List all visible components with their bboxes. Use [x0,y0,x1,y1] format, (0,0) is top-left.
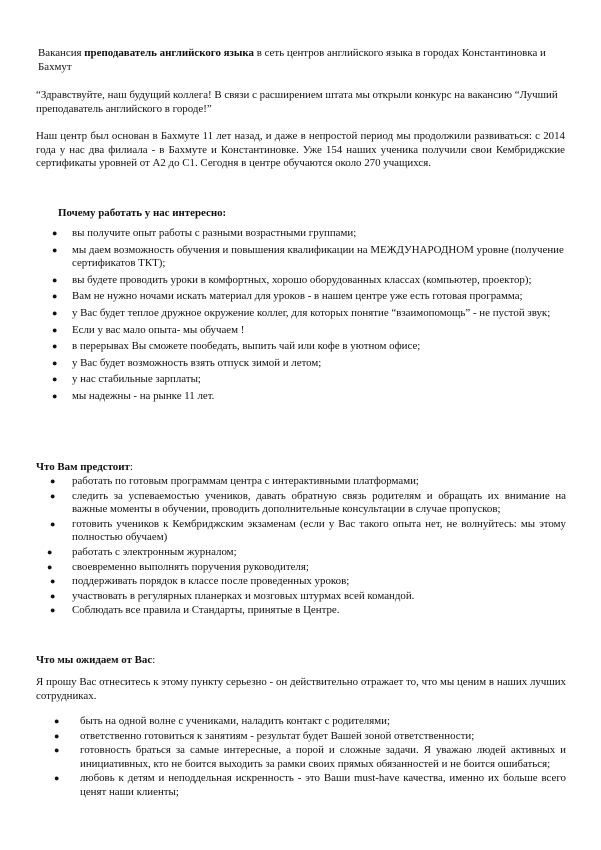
list-item-text: в перерывах Вы сможете пообедать, выпить чай или кофе в уютном офисе; [72,340,421,353]
why-heading: Почему работать у нас интересно: [58,207,227,219]
bullet-icon: ● [50,605,56,616]
bullet-icon: ● [47,546,53,557]
bullet-icon: ● [52,244,58,255]
expect-intro: Я прошу Вас отнеситесь к этому пункту серьезно - он действительно отражает то, что мы ценим в наших лучших сотрудниках. [36,676,566,702]
list-item-text: работать по готовым программам центра с интерактивными платформами; [72,475,419,487]
list-item-text: у Вас будет возможность взять отпуск зимой и летом; [72,356,322,369]
list-item [50,575,566,589]
list-item [50,589,566,604]
list-item [52,273,566,288]
list-item [50,517,566,545]
list-item [52,323,566,338]
list-item-text: Если у вас мало опыта- мы обучаем ! [72,323,245,336]
list-item-text: ответственно готовиться к занятиям - результат будет Вашей зоной ответственности; [80,729,475,742]
bullet-icon: ● [54,716,60,726]
list-item-text: готовность браться за самые интересные, а порой и сложные задачи. Я уважаю людей активных и инициативных, кто не боится выходить за рамки своих прямых обязанностей и не боится ошибаться; [80,744,566,770]
vacancy-title: Вакансия преподаватель английского языка в сеть центров английского языка в городах Константиновка и Бахмут [38,47,546,73]
tasks-heading: Что Вам предстоит: [36,461,133,473]
bullet-icon: ● [52,324,58,335]
list-item [52,243,566,271]
bullet-icon: ● [50,490,56,501]
bullet-icon: ● [54,730,60,741]
bullet-icon: ● [54,745,60,756]
list-item-text: вы получите опыт работы с разными возрастными группами; [72,227,357,239]
list-item [47,545,566,560]
bullet-icon: ● [52,357,58,368]
list-item [52,373,566,387]
about-paragraph: Наш центр был основан в Бахмуте 11 лет назад, и даже в непростой период мы продолжили развиваться: с 2014 года у нас два филиала - в Бахмуте и Константиновке. Уже 154 наших ученика получили свои Кембриджские сертификаты уровней от А2 до С1. Сегодня в центре обучаются около 270 учащихся. [36,130,565,170]
list-item-text: вы будете проводить уроки в комфортных, хорошо оборудованных классах (компьютер, проектор); [72,273,532,286]
list-item [54,744,566,771]
list-item [47,560,566,575]
bullet-icon: ● [52,341,58,352]
list-item-text: у нас стабильные зарплаты; [72,373,201,386]
list-item-text: участвовать в регулярных планерках и мозговых штурмах всей командой. [72,589,415,602]
list-item [54,729,566,744]
list-item-text: любовь к детям и неподдельная искренность - это Ваши must-have качества, именно их больше всего ценят наши клиенты; [80,772,566,798]
bullet-icon: ● [52,390,58,401]
expect-heading: Что мы ожидаем от Вас: [36,654,156,666]
list-item [52,340,566,354]
bullet-icon: ● [50,576,56,587]
vacancy-position: преподаватель английского языка [84,47,254,59]
list-item-text: своевременно выполнять поручения руководителя; [72,560,309,573]
bullet-icon: ● [50,476,56,486]
list-item [52,356,566,371]
list-item-text: быть на одной волне с учениками, наладить контакт с родителями; [80,715,390,727]
expect-list [54,715,566,801]
why-list [52,227,566,407]
bullet-icon: ● [54,773,60,784]
tasks-list [47,475,566,619]
list-item-text: работать с электронным журналом; [72,545,237,558]
list-item-text: мы надежны - на рынке 11 лет. [72,389,215,402]
list-item-text: готовить учеников к Кембриджским экзаменам (если у Вас такого опыта нет, не волнуйтесь: мы этому полностью обучаем) [72,517,566,544]
list-item-text: мы даем возможность обучения и повышения квалификации на МЕЖДУНАРОДНОМ уровне (получение сертификатов ТКТ); [72,243,564,270]
list-item [50,475,566,489]
bullet-icon: ● [52,228,58,238]
list-item-text: Соблюдать все правила и Стандарты, принятые в Центре. [72,604,340,617]
list-item [50,604,566,618]
list-item [54,715,566,729]
bullet-icon: ● [52,307,58,318]
list-item [52,227,566,241]
bullet-icon: ● [50,590,56,601]
list-item-text: поддерживать порядок в классе после проведенных уроков; [72,575,350,588]
list-item-text: у Вас будет теплое дружное окружение коллег, для которых понятие “взаимопомощь” - не пустой звук; [72,306,551,319]
bullet-icon: ● [52,274,58,285]
bullet-icon: ● [47,561,53,572]
list-item-text: Вам не нужно ночами искать материал для уроков - в нашем центре уже есть готовая программа; [72,290,523,303]
list-item [52,290,566,304]
list-item [52,389,566,404]
list-item [54,772,566,799]
list-item-text: следить за успеваемостью учеников, давать обратную связь родителям и обращать их внимание на важные моменты в обучении, проводить дополнительные консультации в случае пропусков; [72,489,566,516]
list-item [52,306,566,321]
list-item [50,489,566,517]
greeting-paragraph: “Здравствуйте, наш будущий коллега! В связи с расширением штата мы открыли конкурс на вакансию “Лучший преподаватель английского в городе!” [36,89,558,115]
bullet-icon: ● [52,291,58,302]
bullet-icon: ● [52,374,58,385]
bullet-icon: ● [50,518,56,529]
